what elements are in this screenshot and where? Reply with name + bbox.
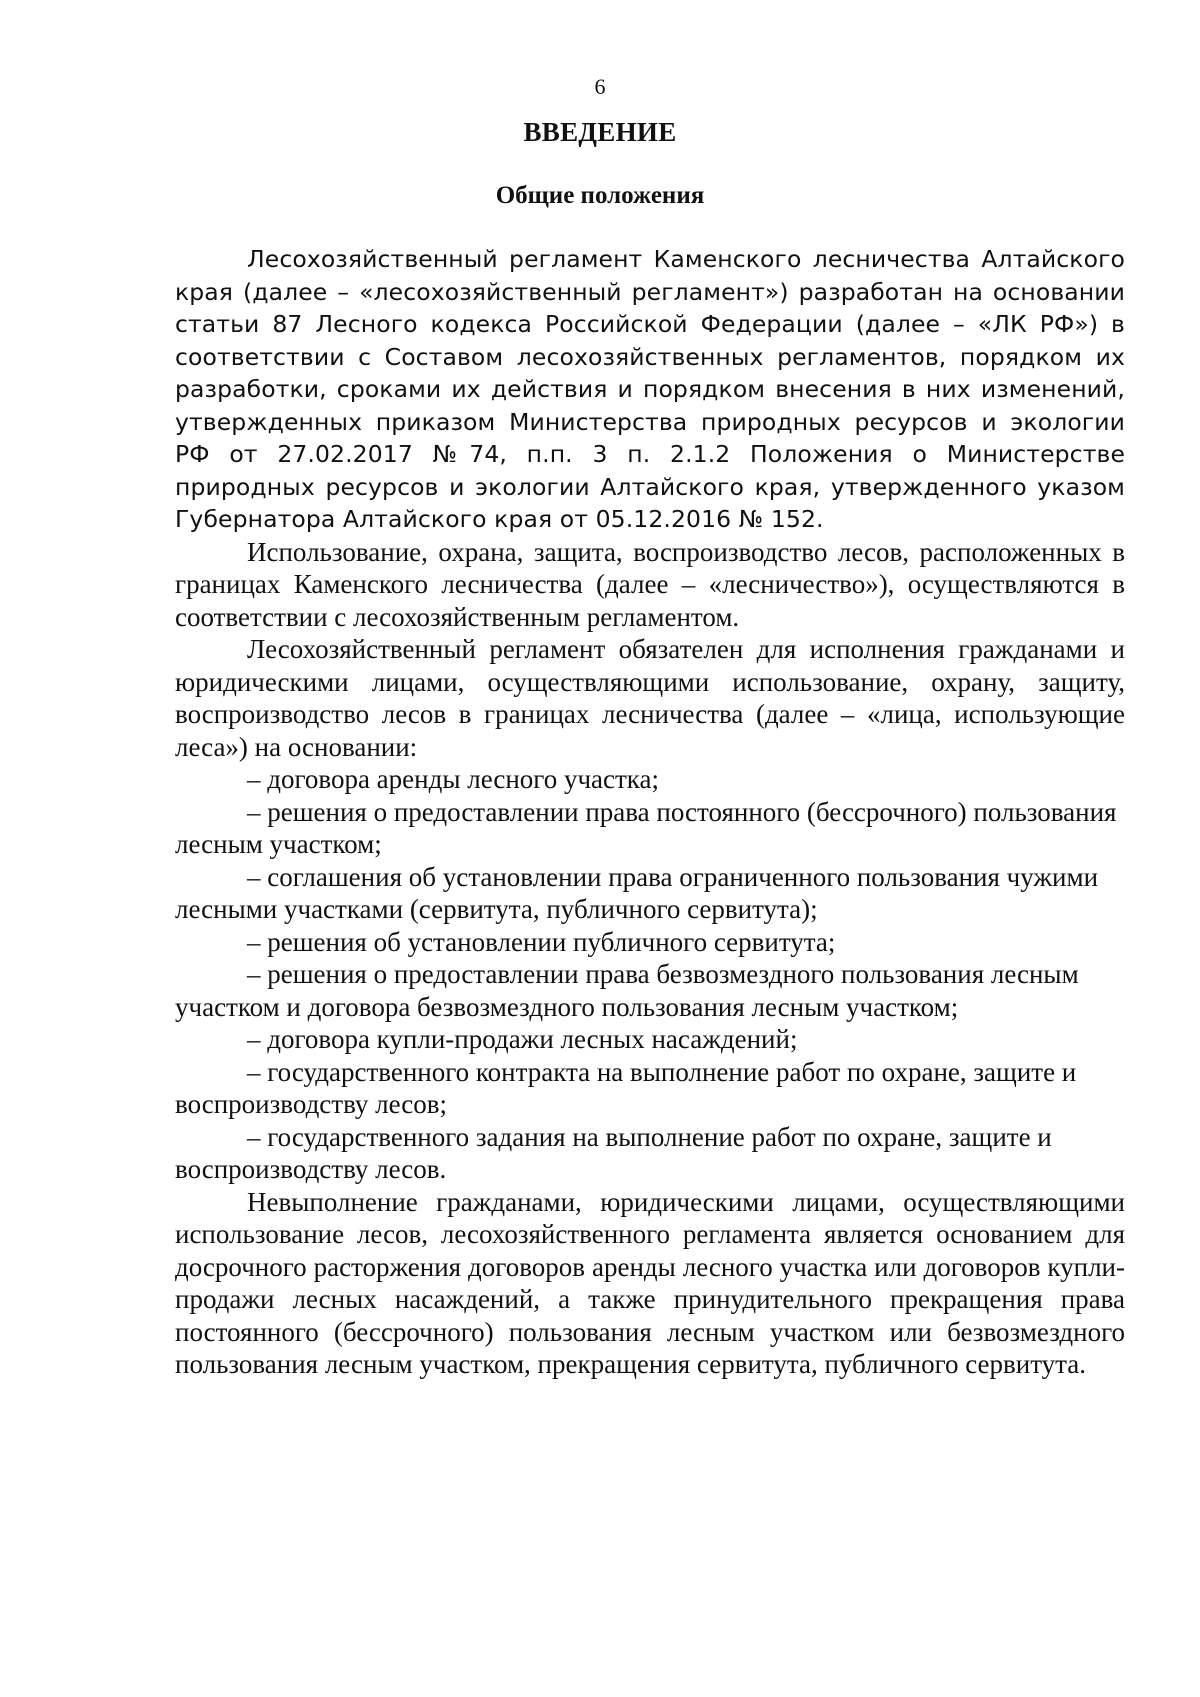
list-item: – договора аренды лесного участка; <box>247 764 659 794</box>
page-number: 6 <box>594 74 606 99</box>
list-item: – договора купли-продажи лесных насаждений; <box>247 1024 798 1054</box>
section-subtitle: Общие положения <box>495 182 705 209</box>
page-title: ВВЕДЕНИЕ <box>523 117 677 147</box>
list-item: – решения о предоставлении права безвозмездного пользования лесным участком и договора безвозмездного пользования лесным участком; <box>175 959 1079 1022</box>
paragraph-forest-use: Использование, охрана, защита, воспроизводство лесов, расположенных в границах Каменского лесничества (далее – «лесничество»), осуществляются в соответствии с лесохозяйственным регламентом. <box>175 536 1125 632</box>
paragraph-obligation: Лесохозяйственный регламент обязателен для исполнения гражданами и юридическими лицами, осуществляющими использование, охрану, защиту, воспроизводство лесов в границах лесничества (далее – «лица, использующие леса») на основании: <box>175 634 1125 762</box>
list-item: – решения об установлении публичного сервитута; <box>247 926 836 957</box>
list-item: – решения о предоставлении права постоянного (бессрочного) пользования лесным участком; <box>175 796 1117 859</box>
paragraph-violation: Невыполнение гражданами, юридическими лицами, осуществляющими использование лесов, лесохозяйственного регламента является основанием для досрочного расторжения договоров аренды лесного участка или договоров купли-продажи лесных насаждений, а также принудительного прекращения права постоянного (бессрочного) пользования лесным участком или безвозмездного пользования лесным участком, прекращения сервитута, публичного сервитута. <box>175 1186 1125 1379</box>
list-item: – государственного задания на выполнение работ по охране, защите и воспроизводству лесов. <box>175 1121 1052 1184</box>
paragraph-regulation-basis: Лесохозяйственный регламент Каменского лесничества Алтайского края (далее – «лесохозяйственный регламент») разработан на основании статьи 87 Лесного кодекса Российской Федерации (далее – «ЛК РФ») в соответствии с Составом лесохозяйственных регламентов, порядком их разработки, сроками их действия и порядком внесения в них изменений, утвержденных приказом Министерства природных ресурсов и экологии РФ от 27.02.2017 №74, п.п. 3 п. 2.1.2 Положения о Министерстве природных ресурсов и экологии Алтайского края, утвержденного указом Губернатора Алтайского края от 05.12.2016 № 152. <box>175 245 1125 533</box>
document-body <box>175 243 1125 1381</box>
list-item: – соглашения об установлении права ограниченного пользования чужими лесными участками (сервитута, публичного сервитута); <box>175 861 1099 924</box>
list-item: – государственного контракта на выполнение работ по охране, защите и воспроизводству лесов; <box>175 1056 1077 1119</box>
